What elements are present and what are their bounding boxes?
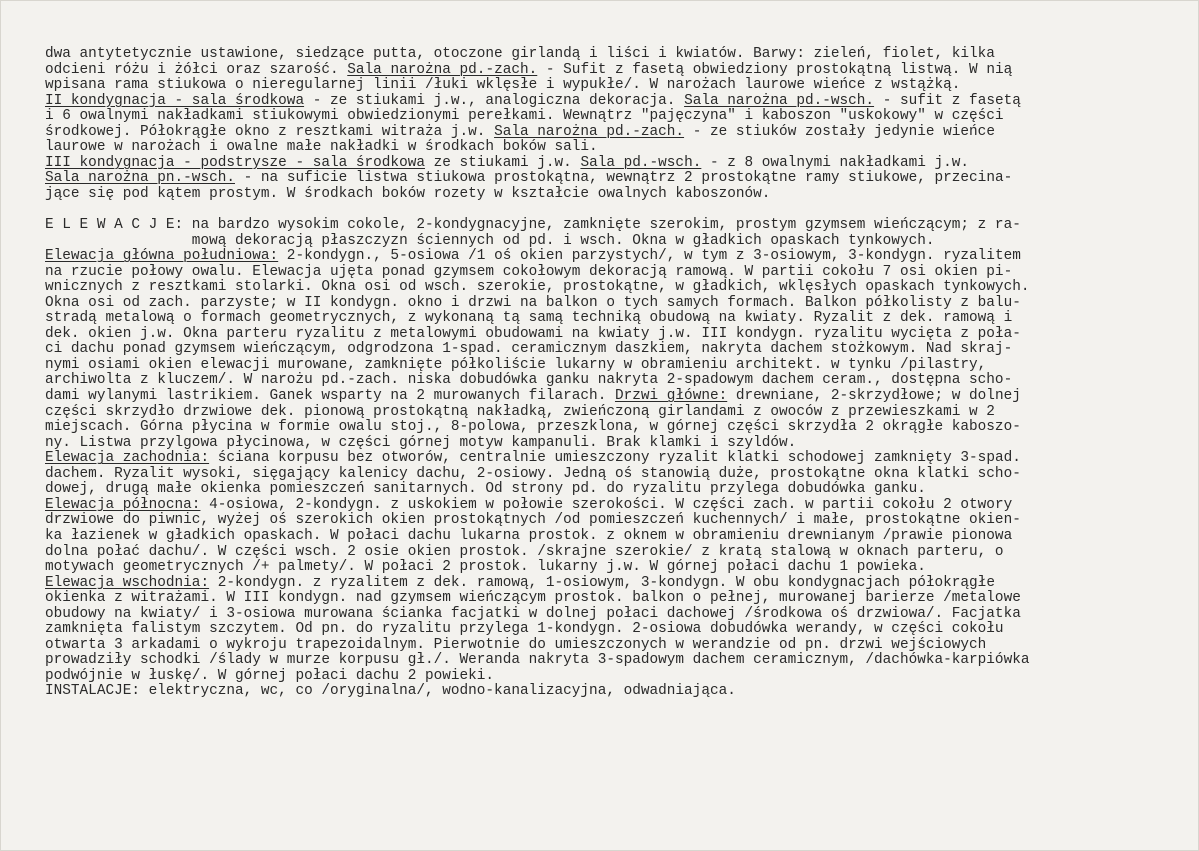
underlined-heading: Elewacja główna południowa: (45, 248, 279, 265)
text-line (45, 249, 1175, 265)
text-line (45, 63, 1175, 79)
text-segment: wnicznych z resztkami stolarki. Okna osi od wsch. szerokie, prostokątne, w gładkich, wklęsłych opaskach tynkowych. (45, 279, 1030, 296)
text-line (45, 389, 1175, 405)
text-segment: dek. okien j.w. Okna parteru ryzalitu z metalowymi obudowami na kwiaty j.w. III kondygn. ryzalitu wycięta z poła- (45, 325, 1021, 342)
text-line (45, 436, 1175, 452)
typewritten-text (45, 47, 1175, 700)
text-line (45, 467, 1175, 483)
text-segment: stradą metalową o formach geometrycznych, z wykonaną tą samą techniką obudową na kwiaty. Ryzalit z dek. ramową i (45, 310, 1013, 327)
text-line (45, 451, 1175, 467)
text-line (45, 498, 1175, 514)
text-line (45, 125, 1175, 141)
underlined-heading: III kondygnacja - podstrysze - sala środkowa (45, 154, 425, 171)
text-line (45, 140, 1175, 156)
text-segment: - ze stiukami j.w., analogiczna dekoracja. (304, 92, 685, 109)
text-segment: ze stiukami j.w. (424, 154, 581, 171)
text-segment: Okna osi od zach. parzyste; w II kondygn. okno i drzwi na balkon o tych samych formach. Balkon półkolisty z balu- (45, 294, 1021, 311)
text-segment: - na suficie listwa stiukowa prostokątna, wewnątrz 2 prostokątne ramy stiukowe, przecina- (235, 170, 1013, 187)
underlined-heading: Elewacja północna: (45, 496, 201, 513)
text-segment: INSTALACJE: elektryczna, wc, co /oryginalna/, wodno-kanalizacyjna, odwadniająca. (45, 683, 736, 700)
text-line (45, 358, 1175, 374)
text-line (45, 482, 1175, 498)
text-segment: drewniane, 2-skrzydłowe; w dolnej (727, 388, 1021, 405)
text-line (45, 405, 1175, 421)
underlined-heading: Sala narożna pd.-zach. (347, 61, 538, 78)
text-line (45, 342, 1175, 358)
text-segment: dwa antytetycznie ustawione, siedzące putta, otoczone girlandą i liści i kwiatów. Barwy: zieleń, fiolet, kilka (45, 46, 995, 62)
text-segment: i 6 owalnymi nakładkami stiukowymi obwiedzionymi perełkami. Wewnątrz "pajęczyna" i kaboszon "uskokowy" w części (45, 108, 1004, 125)
text-segment: ny. Listwa przylgowa płycinowa, w części górnej motyw kampanuli. Brak klamki i szyldów. (45, 434, 797, 451)
text-segment: odcieni różu i żółci oraz szarość. (45, 61, 348, 78)
text-segment: - ze stiuków zostały jedynie wieńce (684, 123, 995, 140)
underlined-heading: II kondygnacja - sala środkowa (45, 92, 305, 109)
underlined-heading: Sala narożna pd.-zach. (494, 123, 685, 140)
text-line (45, 296, 1175, 312)
text-line (45, 94, 1175, 110)
text-line (45, 265, 1175, 281)
text-line (45, 576, 1175, 592)
text-line (45, 327, 1175, 343)
text-segment: otwarta 3 arkadami o wykroju trapezoidalnym. Pierwotnie do umieszczonych w werandzie od pn. drzwi wejściowych (45, 636, 987, 653)
text-segment: E L E W A C J E: na bardzo wysokim cokole, 2-kondygnacyjne, zamknięte szerokim, prostym gzymsem wieńczącym; z ra- (45, 217, 1021, 234)
underlined-heading: Elewacja wschodnia: (45, 574, 210, 591)
text-line (45, 591, 1175, 607)
text-line (45, 280, 1175, 296)
text-line (45, 234, 1175, 250)
text-segment: środkowej. Półokrągłe okno z resztkami witraża j.w. (45, 123, 495, 140)
text-line (45, 607, 1175, 623)
text-segment: dolna połać dachu/. W części wsch. 2 osie okien prostok. /skrajne szerokie/ z kratą stalową w oknach parteru, o (45, 543, 1004, 560)
text-line (45, 529, 1175, 545)
text-segment: ka łazienek w gładkich opaskach. W połaci dachu lukarna prostok. z oknem w obramieniu drewnianym /prawie pionowa (45, 527, 1013, 544)
text-line (45, 373, 1175, 389)
text-segment: - Sufit z fasetą obwiedziony prostokątną listwą. W nią (537, 61, 1013, 78)
text-segment: - sufit z fasetą (874, 92, 1021, 109)
text-line (45, 78, 1175, 94)
underlined-heading: Drzwi główne: (614, 388, 728, 405)
text-line (45, 560, 1175, 576)
text-line (45, 218, 1175, 234)
text-line (45, 109, 1175, 125)
text-segment: miejscach. Górna płycina w formie owalu stoj., 8-polowa, przeszklona, w górnej części skrzydła 2 okrągłe kaboszo- (45, 419, 1021, 436)
text-line (45, 684, 1175, 700)
text-segment: 2-kondygn. z ryzalitem z dek. ramową, 1-osiowym, 3-kondygn. W obu kondygnacjach półokrągłe (209, 574, 995, 591)
text-segment: na rzucie połowy owalu. Elewacja ujęta ponad gzymsem cokołowym dekoracją ramową. W partii cokołu 7 osi okien pi- (45, 263, 1013, 280)
text-segment: 4-osiowa, 2-kondygn. z uskokiem w połowie szerokości. W części zach. w partii cokołu 2 otwory (200, 496, 1013, 513)
text-line (45, 638, 1175, 654)
text-segment: dami wylanymi lastrikiem. Ganek wsparty na 2 murowanych filarach. (45, 388, 615, 405)
text-segment: laurowe w narożach i owalne małe nakładki w środkach boków sali. (45, 139, 598, 156)
text-segment: prowadziły schodki /ślady w murze korpusu gł./. Weranda nakryta 3-spadowym dachem ceramicznym, /dachówka-karpiówka (45, 652, 1030, 669)
text-segment: motywach geometrycznych /+ palmety/. W połaci 2 prostok. lukarny j.w. W górnej połaci dachu 1 powieka. (45, 559, 926, 576)
text-line (45, 202, 1175, 218)
underlined-heading: Sala narożna pd.-wsch. (684, 92, 875, 109)
text-segment: podwójnie w łuskę/. W górnej połaci dachu 2 powieki. (45, 667, 495, 684)
underlined-heading: Sala pd.-wsch. (580, 154, 702, 171)
text-segment: dachem. Ryzalit wysoki, sięgający kalenicy dachu, 2-osiowy. Jedną oś stanowią duże, prostokątne okna klatki scho- (45, 465, 1021, 482)
text-line (45, 622, 1175, 638)
text-segment: obudowy na kwiaty/ i 3-osiowa murowana ścianka facjatki w dolnej połaci dachowej /środkowa oś drzwiowa/. Facjatka (45, 605, 1021, 622)
text-line (45, 669, 1175, 685)
text-segment: mową dekoracją płaszczyzn ściennych od pd. i wsch. Okna w gładkich opaskach tynkowych. (45, 232, 935, 249)
text-segment: zamknięta falistym szczytem. Od pn. do ryzalitu przylega 1-kondygn. 2-osiowa dobudówka werandy, w części cokołu (45, 621, 1004, 638)
text-line (45, 47, 1175, 63)
text-line (45, 420, 1175, 436)
text-segment: dowej, drugą małe okienka pomieszczeń sanitarnych. Od strony pd. do ryzalitu przylega dobudówka ganku. (45, 481, 926, 498)
text-segment: 2-kondygn., 5-osiowa /1 oś okien parzystych/, w tym z 3-osiowym, 3-kondygn. ryzalitem (278, 248, 1021, 265)
underlined-heading: Sala narożna pn.-wsch. (45, 170, 235, 187)
text-segment: drzwiowe do piwnic, wyżej oś szerokich okien prostokątnych /od pomieszczeń kuchennych/ i małe, prostokątne okien- (45, 512, 1021, 529)
text-segment: okienka z witrażami. W III kondygn. nad gzymsem wieńczącym prostok. balkon o pełnej, murowanej barierze /metalowe (45, 590, 1021, 607)
text-segment: nymi osiami okien elewacji murowane, zamknięte półkoliście lukarny w obramieniu architekt. w tynku /pilastry, (45, 356, 987, 373)
text-segment: wpisana rama stiukowa o nieregularnej linii /łuki wklęsłe i wypukłe/. W narożach laurowe wieńce z wstążką. (45, 77, 961, 94)
text-line (45, 171, 1175, 187)
text-line (45, 187, 1175, 203)
text-line (45, 545, 1175, 561)
text-line (45, 156, 1175, 172)
text-segment: ci dachu ponad gzymsem wieńczącym, odgrodzona 1-spad. ceramicznym daszkiem, nakryta dachem stożkowym. Nad skraj- (45, 341, 1013, 358)
text-segment: - z 8 owalnymi nakładkami j.w. (701, 154, 970, 171)
text-segment: części skrzydło drzwiowe dek. pionową prostokątną nakładką, zwieńczoną girlandami z owoców z przewieszkami w 2 (45, 403, 995, 420)
text-segment: jące się pod kątem prostym. W środkach boków rozety w kształcie owalnych kaboszonów. (45, 185, 771, 202)
text-line (45, 653, 1175, 669)
text-segment: ściana korpusu bez otworów, centralnie umieszczony ryzalit klatki schodowej zamknięty 3-spad. (209, 450, 1021, 467)
text-line (45, 513, 1175, 529)
text-segment: archiwolta z kluczem/. W narożu pd.-zach. niska dobudówka ganku nakryta 2-spadowym dachem ceram., dostępna scho- (45, 372, 1013, 389)
text-line (45, 311, 1175, 327)
underlined-heading: Elewacja zachodnia: (45, 450, 210, 467)
